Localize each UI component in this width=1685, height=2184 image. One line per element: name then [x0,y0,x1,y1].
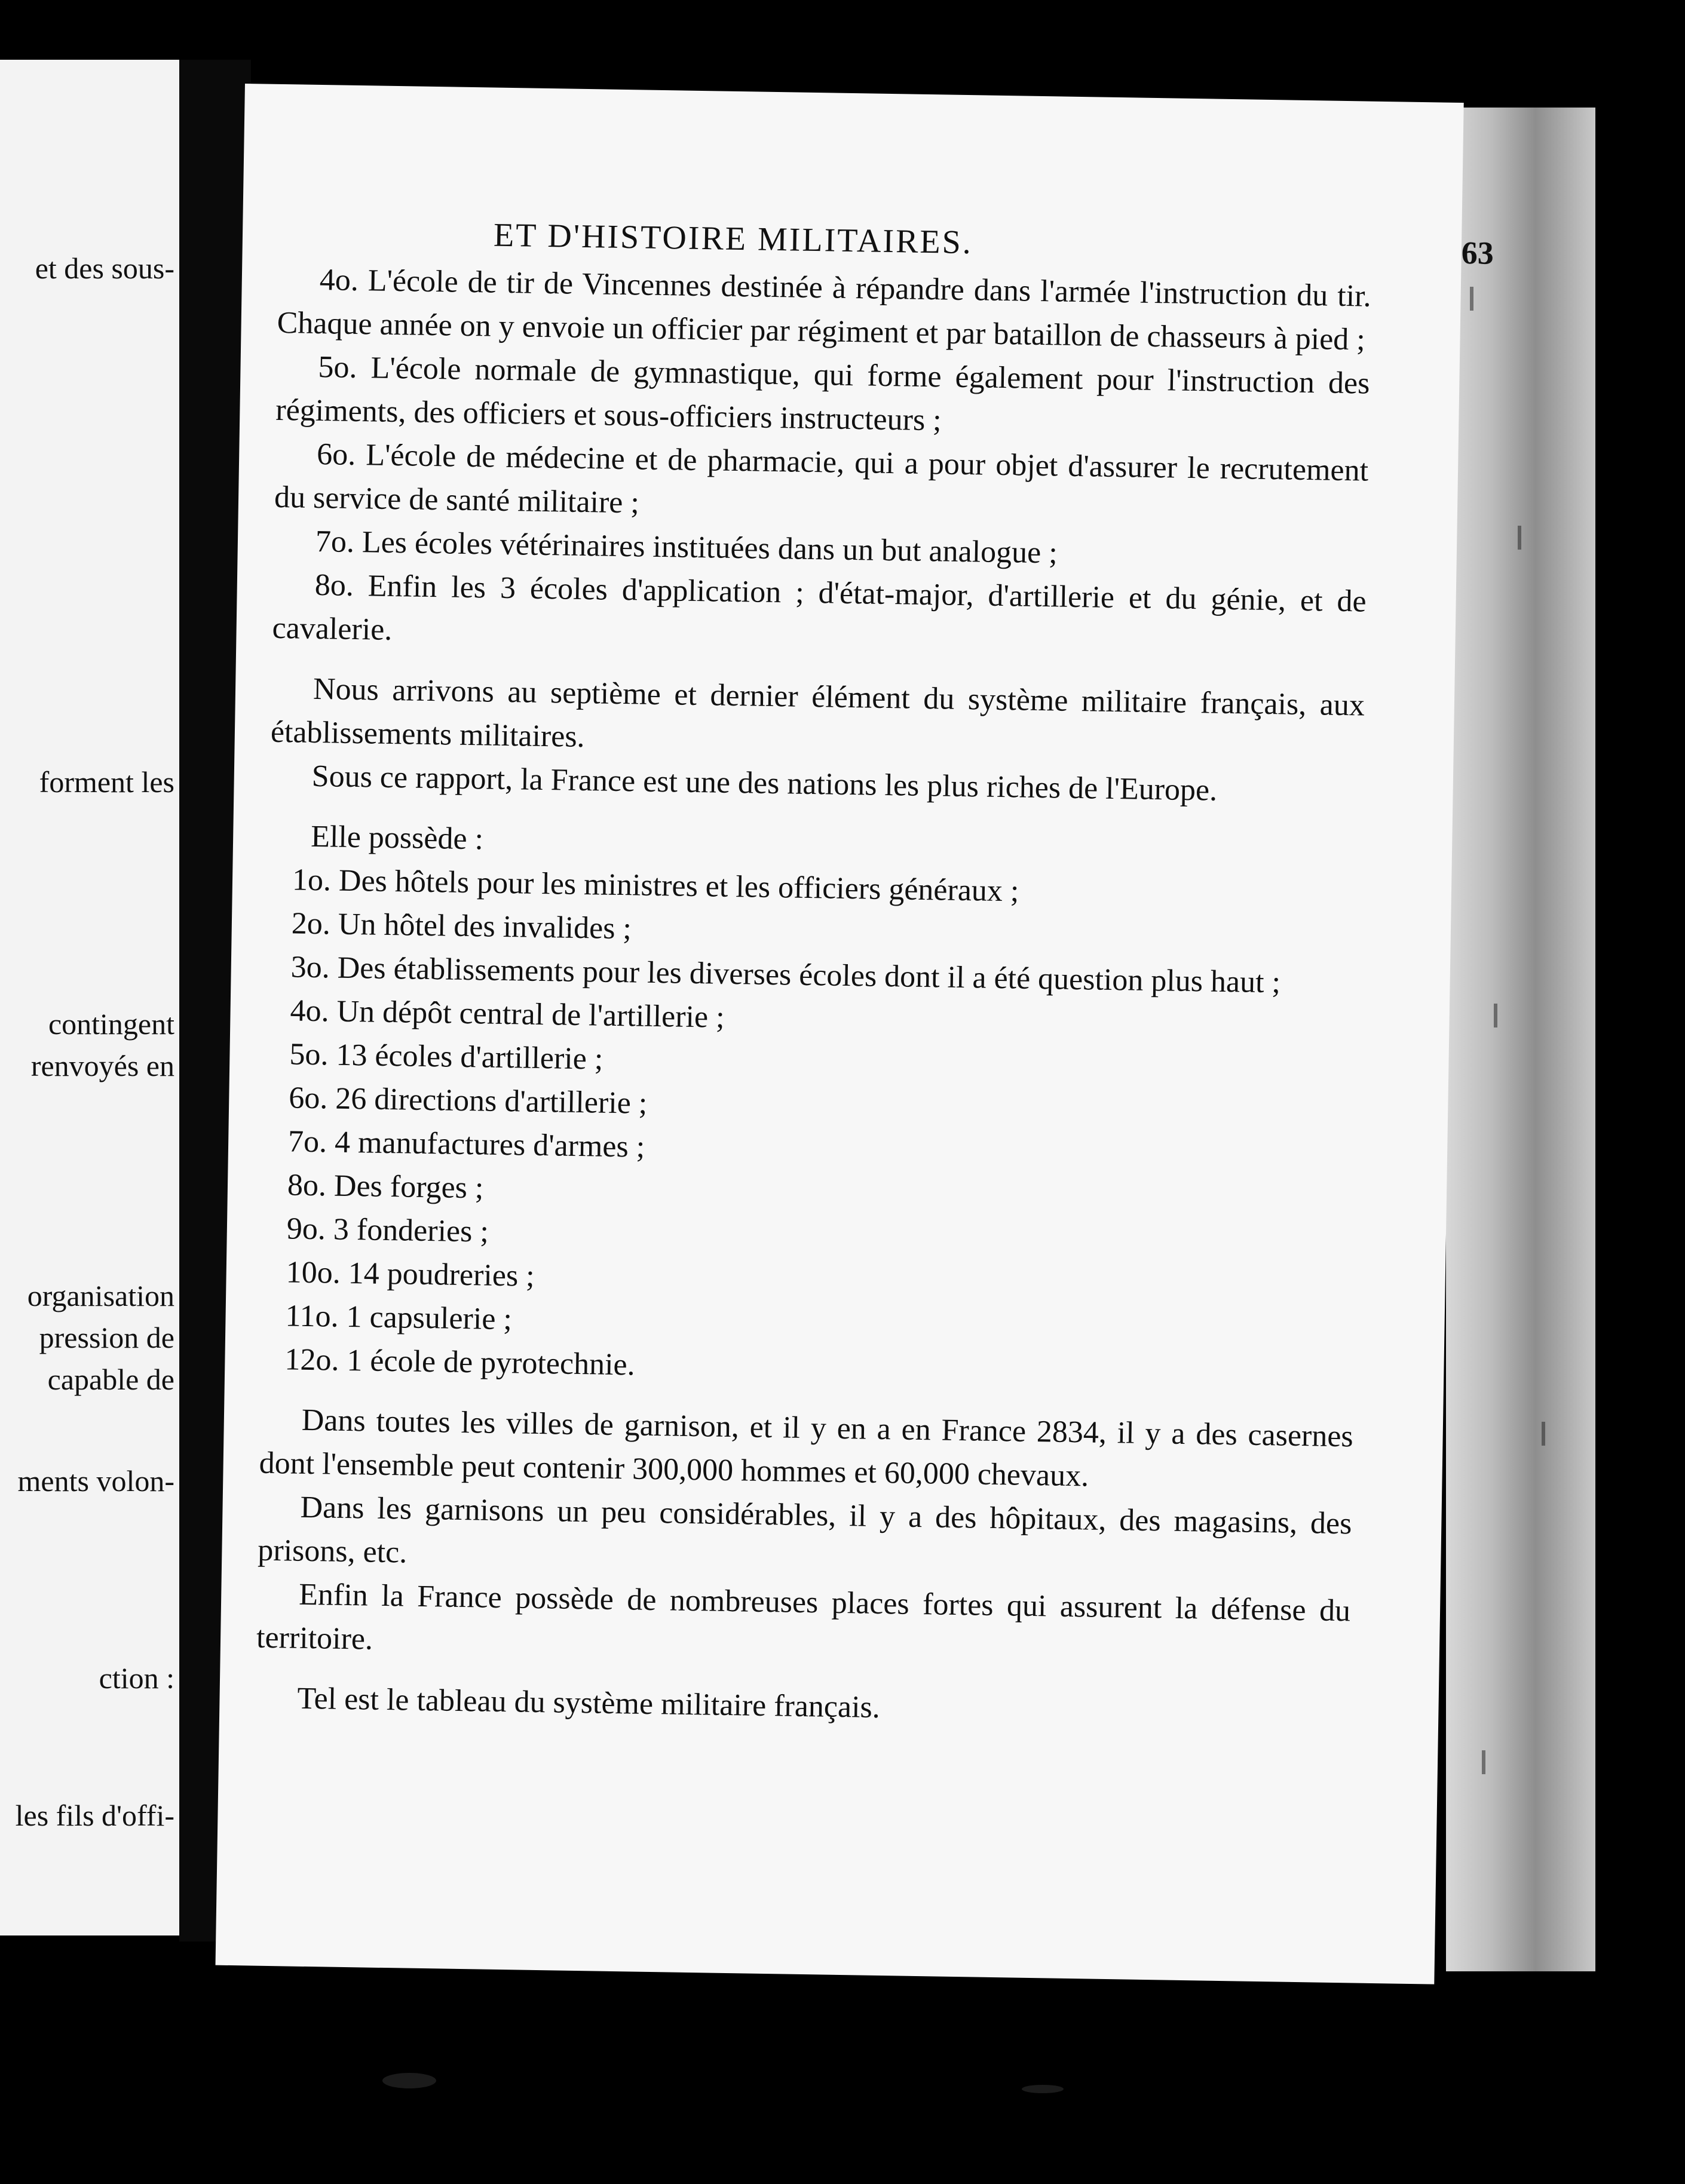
scan-smudge [1022,2085,1064,2093]
paragraph: Dans les garnisons un peu considérables, il y a des hôpitaux, des magasins, des prisons, etc. [257,1490,1352,1570]
list-item: 7o. 4 manufactures d'armes ; [287,1124,645,1164]
paragraph: Enfin la France possède de nombreuses places fortes qui assurent la défense du territoire. [256,1577,1351,1657]
scan-smudge [382,2073,436,2088]
paragraph: 8o. Enfin les 3 écoles d'application ; d'état-major, d'artillerie et du génie, et de cavalerie. [272,568,1367,647]
page-body [255,257,1371,1737]
left-page-fragment: capable de [47,1363,174,1396]
adjacent-left-page [0,60,179,1935]
paragraph: Nous arrivons au septième et dernier élément du système militaire français, aux établissements militaires. [270,671,1365,754]
left-page-fragment: renvoyés en [30,1049,174,1082]
running-header: ET D'HISTOIRE MILITAIRES. [493,216,973,262]
page-number: 63 [1461,235,1494,271]
left-page-fragment: et des sous- [35,251,174,285]
list-item: 4o. Un dépôt central de l'artillerie ; [290,993,725,1035]
list-item: 2o. Un hôtel des invalides ; [291,906,632,946]
paragraph: 7o. Les écoles vétérinaires instituées dans un but analogue ; [315,524,1058,570]
list-item: 1o. Des hôtels pour les ministres et les officiers généraux ; [292,863,1019,909]
list-item: 10o. 14 poudreries ; [286,1255,535,1293]
left-page-fragment: ments volon- [17,1464,174,1498]
paragraph: Elle possède : [310,819,484,857]
paragraph: Sous ce rapport, la France est une des nations les plus riches de l'Europe. [311,759,1218,808]
list-item: 8o. Des forges ; [287,1168,484,1206]
book-page [216,84,1494,1984]
list-item: 6o. 26 directions d'artillerie ; [288,1081,648,1121]
left-page-fragment: pression de [39,1321,174,1354]
page-stack-edge [1446,108,1595,1971]
left-page-fragment: forment les [39,765,174,799]
left-page-fragment: les fils d'offi- [15,1799,174,1832]
paragraph: 6o. L'école de médecine et de pharmacie, qui a pour objet d'assurer le recrutement du service de santé militaire ; [274,437,1369,520]
left-page-fragment: contingent [48,1007,174,1041]
list-item: 11o. 1 capsulerie ; [285,1299,513,1337]
paragraph: Dans toutes les villes de garnison, et il y en a en France 2834, il y a des casernes dont l'ensemble peut contenir 300,000 hommes et 60,000 chevaux. [259,1403,1354,1493]
paragraph: Tel est le tableau du système militaire français. [297,1681,881,1725]
paragraph: 5o. L'école normale de gymnastique, qui forme également pour l'instruction des régiments, des officiers et sous-officiers instructeurs ; [275,349,1370,438]
list-item: 12o. 1 école de pyrotechnie. [284,1342,636,1382]
left-page-fragment: organisation [27,1279,174,1312]
paragraph: 4o. L'école de tir de Vincennes destinée à répandre dans l'armée l'instruction du tir. Chaque année on y envoie un officier par régiment et par bataillon de chasseurs à pied ; [277,263,1372,357]
list-item: 9o. 3 fonderies ; [286,1211,489,1249]
list-item: 5o. 13 écoles d'artillerie ; [289,1037,603,1076]
list-item: 3o. Des établissements pour les diverses écoles dont il a été question plus haut ; [290,950,1281,1000]
left-page-fragment: ction : [99,1661,174,1695]
